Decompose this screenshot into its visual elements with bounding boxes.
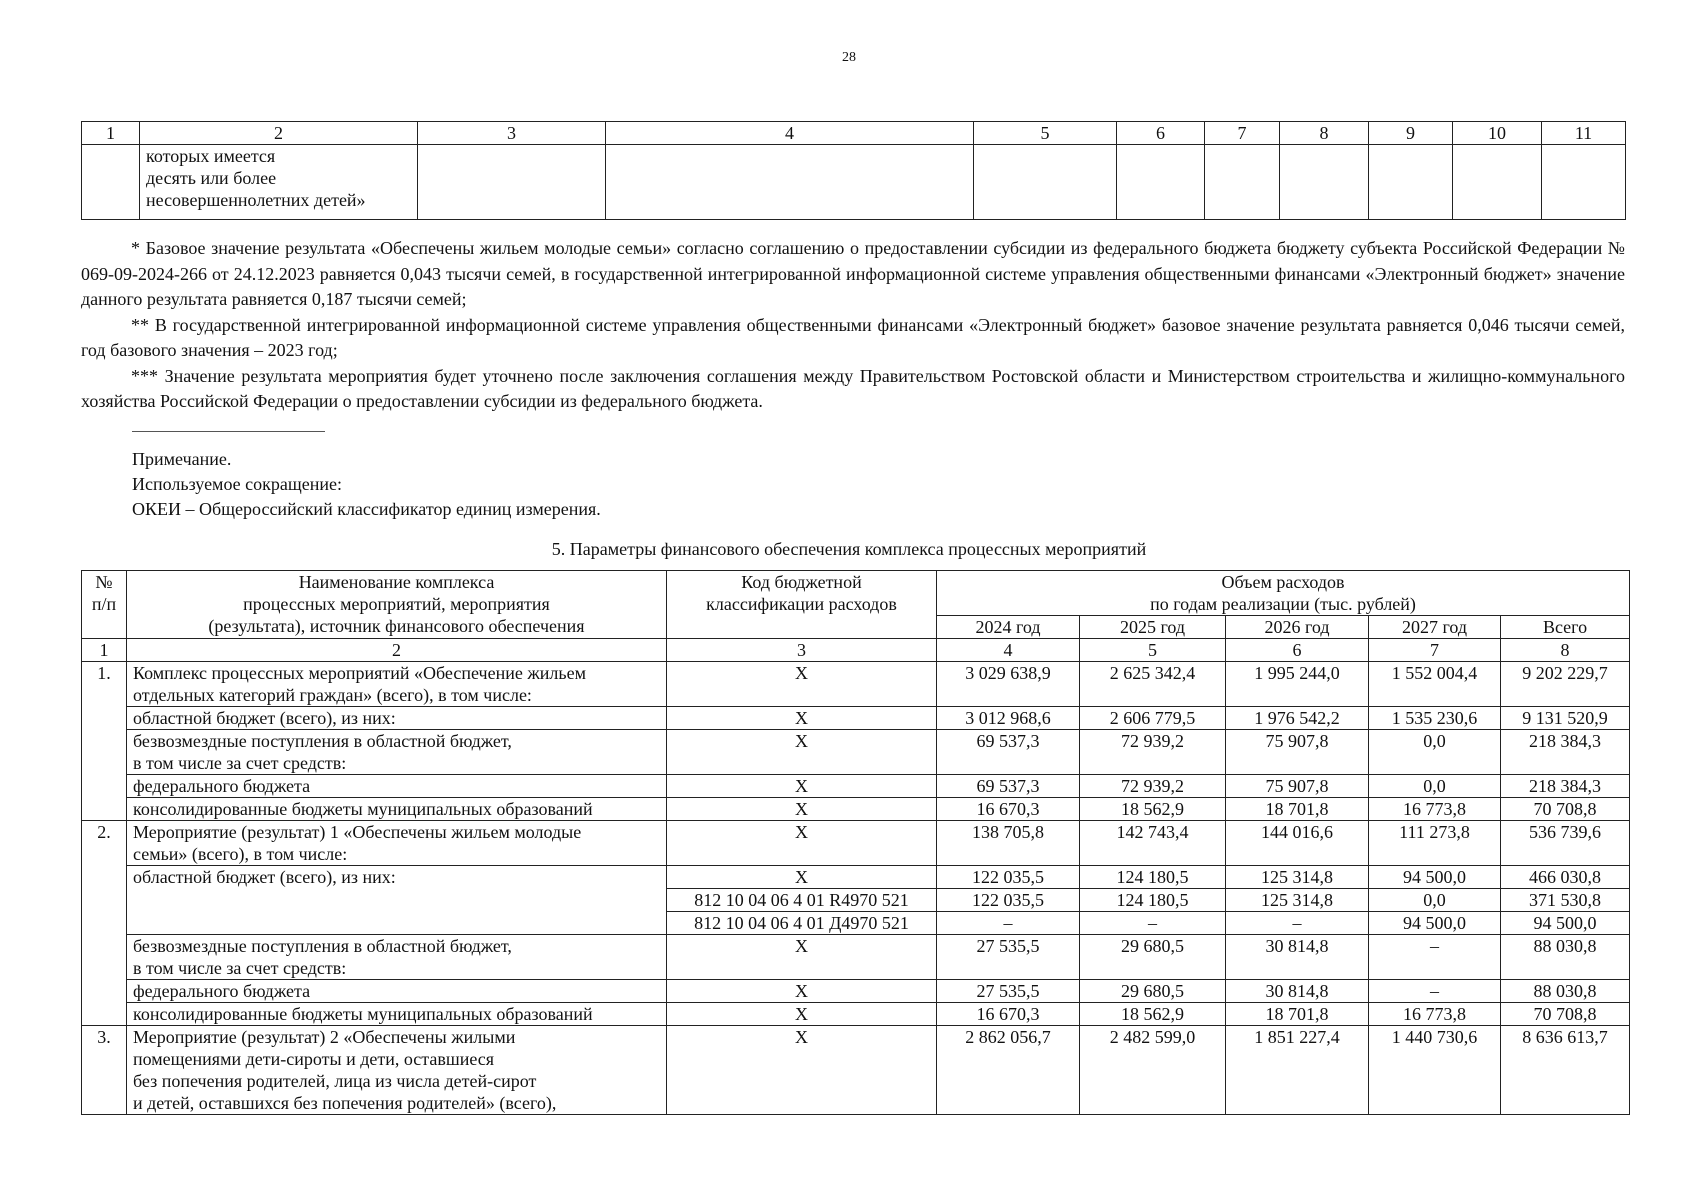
table-row xyxy=(82,662,1630,707)
col-num: 3 xyxy=(418,122,606,145)
header-line: (результата), источник финансового обеспечения xyxy=(208,616,585,636)
table-row xyxy=(82,980,1630,1003)
year-value: 124 180,5 xyxy=(1080,866,1226,889)
budget-code: Х xyxy=(667,662,937,707)
header-code xyxy=(667,571,937,639)
year-value: 144 016,6 xyxy=(1226,821,1369,866)
budget-code: Х xyxy=(667,935,937,980)
col-num: 5 xyxy=(1080,639,1226,662)
table-cell xyxy=(1453,145,1542,220)
header-line: Код бюджетной xyxy=(741,572,862,592)
year-value: – xyxy=(1080,912,1226,935)
row-name-line: семьи» (всего), в том числе: xyxy=(133,844,348,864)
col-num: 2 xyxy=(127,639,667,662)
header-line: классификации расходов xyxy=(706,594,897,614)
cell-line: которых имеется xyxy=(146,146,276,166)
table-row xyxy=(82,730,1630,775)
year-value: 75 907,8 xyxy=(1226,775,1369,798)
year-value: 16 773,8 xyxy=(1369,798,1501,821)
year-value: 0,0 xyxy=(1369,889,1501,912)
table-cell xyxy=(1205,145,1280,220)
column-number-row xyxy=(82,639,1630,662)
total-value: 371 530,8 xyxy=(1501,889,1630,912)
row-name-line: в том числе за счет средств: xyxy=(133,753,347,773)
row-name xyxy=(127,798,667,821)
col-num: 10 xyxy=(1453,122,1542,145)
budget-code: Х xyxy=(667,775,937,798)
row-number: 3. xyxy=(82,1026,127,1115)
row-name-line: Комплекс процессных мероприятий «Обеспечение жильем xyxy=(133,663,586,683)
year-value: 94 500,0 xyxy=(1369,866,1501,889)
budget-code: Х xyxy=(667,1026,937,1115)
year-value: – xyxy=(1369,935,1501,980)
col-num: 4 xyxy=(937,639,1080,662)
year-value: 124 180,5 xyxy=(1080,889,1226,912)
col-num: 4 xyxy=(606,122,974,145)
table-row xyxy=(82,775,1630,798)
row-name-line: отдельных категорий граждан» (всего), в том числе: xyxy=(133,685,532,705)
table-cell xyxy=(1117,145,1205,220)
col-num: 8 xyxy=(1501,639,1630,662)
table-cell xyxy=(1542,145,1626,220)
footnotes xyxy=(81,236,1625,415)
year-value: 72 939,2 xyxy=(1080,775,1226,798)
year-value: 27 535,5 xyxy=(937,980,1080,1003)
col-num: 2 xyxy=(140,122,418,145)
total-value: 9 202 229,7 xyxy=(1501,662,1630,707)
table-row xyxy=(82,1026,1630,1115)
continuation-table xyxy=(81,121,1626,220)
table-cell xyxy=(1369,145,1453,220)
year-value: 30 814,8 xyxy=(1226,980,1369,1003)
table-row xyxy=(82,145,1626,220)
year-value: 1 552 004,4 xyxy=(1369,662,1501,707)
year-value: 0,0 xyxy=(1369,730,1501,775)
year-value: 30 814,8 xyxy=(1226,935,1369,980)
row-name xyxy=(127,707,667,730)
header-year: 2027 год xyxy=(1369,616,1501,639)
row-name-line: консолидированные бюджеты муниципальных образований xyxy=(133,799,593,819)
year-value: 3 012 968,6 xyxy=(937,707,1080,730)
col-num: 7 xyxy=(1205,122,1280,145)
table-cell xyxy=(974,145,1117,220)
table-row xyxy=(82,821,1630,866)
table-row xyxy=(82,798,1630,821)
footnote: * Базовое значение результата «Обеспечены жильем молодые семьи» согласно соглашению о предоставлении субсидии из федерального бюджета бюджету субъекта Российской Федерации № 069-09-2024-266 от 24.12.2023 равняется 0,043 тысячи семей, в государственной интегрированной информационной системе управления общественными финансами «Электронный бюджет» значение данного результата равняется 0,187 тысячи семей; xyxy=(81,238,1625,309)
row-name xyxy=(127,866,667,935)
header-num xyxy=(82,571,127,639)
year-value: 142 743,4 xyxy=(1080,821,1226,866)
col-num: 8 xyxy=(1280,122,1369,145)
year-value: 2 482 599,0 xyxy=(1080,1026,1226,1115)
total-value: 70 708,8 xyxy=(1501,798,1630,821)
year-value: – xyxy=(1226,912,1369,935)
year-value: 18 701,8 xyxy=(1226,798,1369,821)
remark-line: Используемое сокращение: xyxy=(132,474,342,494)
row-name-line: областной бюджет (всего), из них: xyxy=(133,708,396,728)
year-value: 125 314,8 xyxy=(1226,866,1369,889)
total-value: 88 030,8 xyxy=(1501,980,1630,1003)
year-value: – xyxy=(937,912,1080,935)
row-name-line: областной бюджет (всего), из них: xyxy=(133,867,396,887)
row-number: 1. xyxy=(82,662,127,821)
row-name-line: и детей, оставшихся без попечения родителей» (всего), xyxy=(133,1093,557,1113)
total-value: 9 131 520,9 xyxy=(1501,707,1630,730)
row-name-line: федерального бюджета xyxy=(133,981,311,1001)
col-num: 1 xyxy=(82,122,140,145)
col-num: 3 xyxy=(667,639,937,662)
row-name-line: помещениями дети-сироты и дети, оставшиеся xyxy=(133,1049,495,1069)
row-name xyxy=(127,662,667,707)
year-value: 18 562,9 xyxy=(1080,1003,1226,1026)
column-number-row xyxy=(82,122,1626,145)
remark-block xyxy=(132,447,601,522)
budget-code: Х xyxy=(667,798,937,821)
total-value: 466 030,8 xyxy=(1501,866,1630,889)
total-value: 536 739,6 xyxy=(1501,821,1630,866)
year-value: 16 773,8 xyxy=(1369,1003,1501,1026)
year-value: 122 035,5 xyxy=(937,866,1080,889)
year-value: 122 035,5 xyxy=(937,889,1080,912)
header-line: процессных мероприятий, мероприятия xyxy=(243,594,550,614)
row-name xyxy=(127,821,667,866)
budget-code: Х xyxy=(667,730,937,775)
header-line: № xyxy=(95,572,113,592)
cell-line: несовершеннолетних детей» xyxy=(146,190,366,210)
row-name xyxy=(127,1026,667,1115)
table-cell xyxy=(606,145,974,220)
header-total: Всего xyxy=(1501,616,1630,639)
row-name xyxy=(127,980,667,1003)
row-number: 2. xyxy=(82,821,127,1026)
row-name-line: федерального бюджета xyxy=(133,776,311,796)
table-row xyxy=(82,935,1630,980)
col-num: 6 xyxy=(1117,122,1205,145)
col-num: 7 xyxy=(1369,639,1501,662)
budget-code: Х xyxy=(667,1003,937,1026)
page-number: 28 xyxy=(842,50,856,65)
col-num: 9 xyxy=(1369,122,1453,145)
finance-table xyxy=(81,570,1630,1115)
year-value: 27 535,5 xyxy=(937,935,1080,980)
footnote: ** В государственной интегрированной информационной системе управления общественными финансами «Электронный бюджет» базовое значение результата равняется 0,046 тысячи семей, год базового значения – 2023 год; xyxy=(81,314,1625,360)
footnote: *** Значение результата мероприятия будет уточнено после заключения соглашения между Правительством Ростовской области и Министерством строительства и жилищно-коммунального хозяйства Российской Федерации о предоставлении субсидии из федерального бюджета. xyxy=(81,365,1625,411)
total-value: 8 636 613,7 xyxy=(1501,1026,1630,1115)
header-year: 2024 год xyxy=(937,616,1080,639)
budget-code: Х xyxy=(667,707,937,730)
row-name-line: безвозмездные поступления в областной бюджет, xyxy=(133,731,512,751)
table-row xyxy=(82,1003,1630,1026)
row-name xyxy=(127,935,667,980)
section-title: 5. Параметры финансового обеспечения комплекса процессных мероприятий xyxy=(551,539,1147,559)
year-value: 125 314,8 xyxy=(1226,889,1369,912)
remark-line: ОКЕИ – Общероссийский классификатор единиц измерения. xyxy=(132,499,601,519)
year-value: 69 537,3 xyxy=(937,730,1080,775)
table-cell xyxy=(1280,145,1369,220)
year-value: 29 680,5 xyxy=(1080,980,1226,1003)
year-value: 138 705,8 xyxy=(937,821,1080,866)
table-cell xyxy=(418,145,606,220)
year-value: 18 701,8 xyxy=(1226,1003,1369,1026)
year-value: 1 851 227,4 xyxy=(1226,1026,1369,1115)
header-row xyxy=(82,571,1630,616)
year-value: 1 535 230,6 xyxy=(1369,707,1501,730)
year-value: 0,0 xyxy=(1369,775,1501,798)
budget-code: Х xyxy=(667,821,937,866)
year-value: 2 606 779,5 xyxy=(1080,707,1226,730)
year-value: 29 680,5 xyxy=(1080,935,1226,980)
row-name xyxy=(127,775,667,798)
total-value: 88 030,8 xyxy=(1501,935,1630,980)
row-name xyxy=(127,730,667,775)
header-line: Объем расходов xyxy=(1221,572,1345,592)
col-num: 6 xyxy=(1226,639,1369,662)
row-name-line: Мероприятие (результат) 2 «Обеспечены жилыми xyxy=(133,1027,516,1047)
year-value: 2 625 342,4 xyxy=(1080,662,1226,707)
row-name-line: Мероприятие (результат) 1 «Обеспечены жильем молодые xyxy=(133,822,582,842)
year-value: 2 862 056,7 xyxy=(937,1026,1080,1115)
year-value: 1 976 542,2 xyxy=(1226,707,1369,730)
col-num: 1 xyxy=(82,639,127,662)
budget-code: 812 10 04 06 4 01 R4970 521 xyxy=(667,889,937,912)
year-value: 1 440 730,6 xyxy=(1369,1026,1501,1115)
budget-code: Х xyxy=(667,980,937,1003)
total-value: 218 384,3 xyxy=(1501,730,1630,775)
header-line: по годам реализации (тыс. рублей) xyxy=(1150,594,1416,614)
separator-line xyxy=(132,431,325,432)
row-name-line: безвозмездные поступления в областной бюджет, xyxy=(133,936,512,956)
col-num: 11 xyxy=(1542,122,1626,145)
year-value: 111 273,8 xyxy=(1369,821,1501,866)
header-year: 2026 год xyxy=(1226,616,1369,639)
year-value: 16 670,3 xyxy=(937,1003,1080,1026)
total-value: 70 708,8 xyxy=(1501,1003,1630,1026)
table-cell xyxy=(82,145,140,220)
year-value: 1 995 244,0 xyxy=(1226,662,1369,707)
total-value: 94 500,0 xyxy=(1501,912,1630,935)
total-value: 218 384,3 xyxy=(1501,775,1630,798)
budget-code: 812 10 04 06 4 01 Д4970 521 xyxy=(667,912,937,935)
row-name-line: без попечения родителей, лица из числа детей-сирот xyxy=(133,1071,537,1091)
budget-code: Х xyxy=(667,866,937,889)
year-value: 75 907,8 xyxy=(1226,730,1369,775)
cell-line: десять или более xyxy=(146,168,277,188)
year-value: 94 500,0 xyxy=(1369,912,1501,935)
year-value: 3 029 638,9 xyxy=(937,662,1080,707)
header-name xyxy=(127,571,667,639)
year-value: – xyxy=(1369,980,1501,1003)
row-name-line: консолидированные бюджеты муниципальных образований xyxy=(133,1004,593,1024)
year-value: 18 562,9 xyxy=(1080,798,1226,821)
col-num: 5 xyxy=(974,122,1117,145)
row-name xyxy=(127,1003,667,1026)
table-row xyxy=(82,866,1630,889)
year-value: 69 537,3 xyxy=(937,775,1080,798)
year-value: 16 670,3 xyxy=(937,798,1080,821)
header-line: п/п xyxy=(91,594,117,614)
year-value: 72 939,2 xyxy=(1080,730,1226,775)
header-line: Наименование комплекса xyxy=(298,572,495,592)
header-volume xyxy=(937,571,1630,616)
header-year: 2025 год xyxy=(1080,616,1226,639)
row-name-line: в том числе за счет средств: xyxy=(133,958,347,978)
remark-title: Примечание. xyxy=(132,449,232,469)
table-cell xyxy=(140,145,418,220)
table-row xyxy=(82,707,1630,730)
